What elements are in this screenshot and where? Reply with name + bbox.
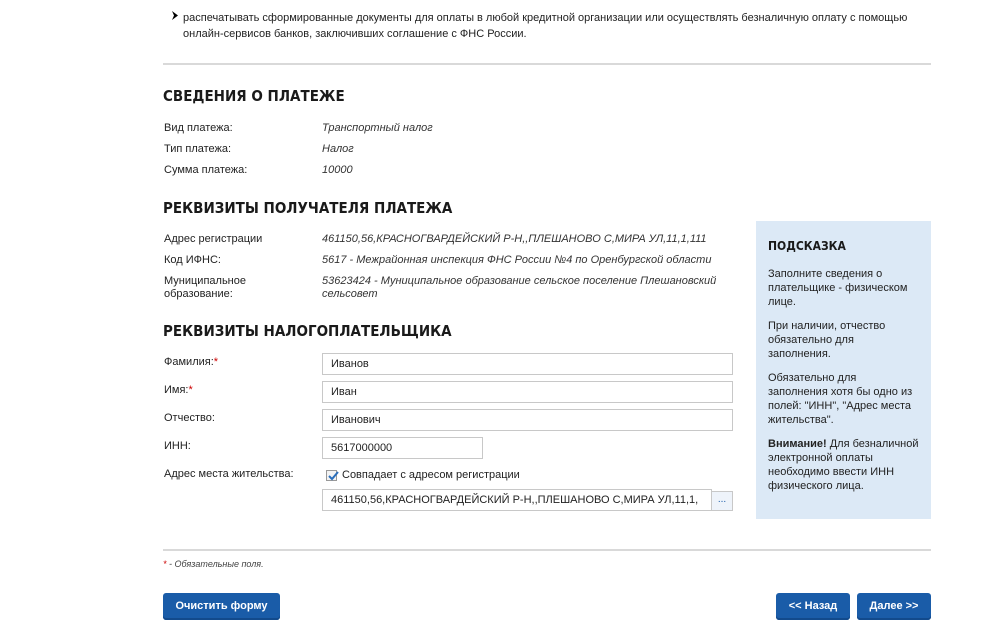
registration-address-value: 461150,56,КРАСНОГВАРДЕЙСКИЙ Р-Н,,ПЛЕШАНОВО С,МИРА УЛ,11,1,111 (322, 233, 707, 245)
municipality-label: Муниципальное образование: (164, 275, 246, 300)
divider-top (163, 63, 931, 65)
hint-panel (756, 221, 931, 519)
name-input[interactable]: Иван (322, 381, 733, 403)
back-button[interactable]: << Назад (776, 593, 850, 620)
hint-title: ПОДСКАЗКА (768, 239, 846, 253)
residence-address-label: Адрес места жительства: (164, 468, 294, 480)
next-button[interactable]: Далее >> (857, 593, 931, 620)
patronymic-input[interactable]: Иванович (322, 409, 733, 431)
same-address-label[interactable]: Совпадает с адресом регистрации (342, 469, 520, 481)
ifns-code-value: 5617 - Межрайонная инспекция ФНС России №4 по Оренбургской области (322, 254, 712, 266)
checkmark-icon (327, 470, 339, 482)
required-mark: * (188, 384, 193, 396)
payment-kind-value: Транспортный налог (322, 122, 433, 134)
hint-attention: Внимание! (768, 438, 827, 450)
required-mark: * (213, 356, 219, 368)
surname-input[interactable]: Иванов (322, 353, 733, 375)
recipient-heading: РЕКВИЗИТЫ ПОЛУЧАТЕЛЯ ПЛАТЕЖА (163, 199, 453, 217)
payment-sum-value: 10000 (322, 164, 353, 176)
required-fields-note: * - Обязательные поля. (163, 559, 264, 569)
hint-paragraph-4: Внимание! Для безналичной электронной оплаты необходимо ввести ИНН физического лица. (768, 438, 919, 492)
bullet-arrow-icon (171, 11, 179, 23)
divider-bottom (163, 549, 931, 551)
address-lookup-button[interactable]: ... (711, 491, 733, 511)
registration-address-label: Адрес регистрации (164, 233, 263, 245)
municipality-value: 53623424 - Муниципальное образование сельское поселение Плешановский сельсовет (322, 275, 717, 300)
payment-type-label: Тип платежа: (164, 143, 232, 155)
taxpayer-heading: РЕКВИЗИТЫ НАЛОГОПЛАТЕЛЬЩИКА (163, 322, 452, 340)
residence-address-input[interactable]: 461150,56,КРАСНОГВАРДЕЙСКИЙ Р-Н,,ПЛЕШАНОВО С,МИРА УЛ,11,1, (322, 489, 712, 511)
hint-paragraph-3: Обязательно для заполнения хотя бы одно из полей: "ИНН", "Адрес места жительства". (768, 372, 913, 426)
surname-label: Фамилия:* (164, 356, 219, 368)
hint-paragraph-1: Заполните сведения о плательщике - физическом лице. (768, 268, 908, 308)
inn-label: ИНН: (164, 440, 191, 452)
payment-type-value: Налог (322, 143, 354, 155)
payment-sum-label: Сумма платежа: (164, 164, 248, 176)
payment-kind-label: Вид платежа: (164, 122, 233, 134)
clear-form-button[interactable]: Очистить форму (163, 593, 280, 620)
same-address-checkbox[interactable] (326, 470, 337, 481)
payment-info-heading: СВЕДЕНИЯ О ПЛАТЕЖЕ (163, 87, 345, 105)
patronymic-label: Отчество: (164, 412, 215, 424)
name-label: Имя:* (164, 384, 193, 396)
intro-bullet-text: распечатывать сформированные документы для оплаты в любой кредитной организации или осуществлять безналичную оплату с помощью онлайн-сервисов банков, заключивших соглашение с ФНС России. (183, 12, 908, 40)
hint-paragraph-2: При наличии, отчество обязательно для заполнения. (768, 320, 886, 360)
inn-input[interactable]: 5617000000 (322, 437, 483, 459)
ifns-code-label: Код ИФНС: (164, 254, 221, 266)
